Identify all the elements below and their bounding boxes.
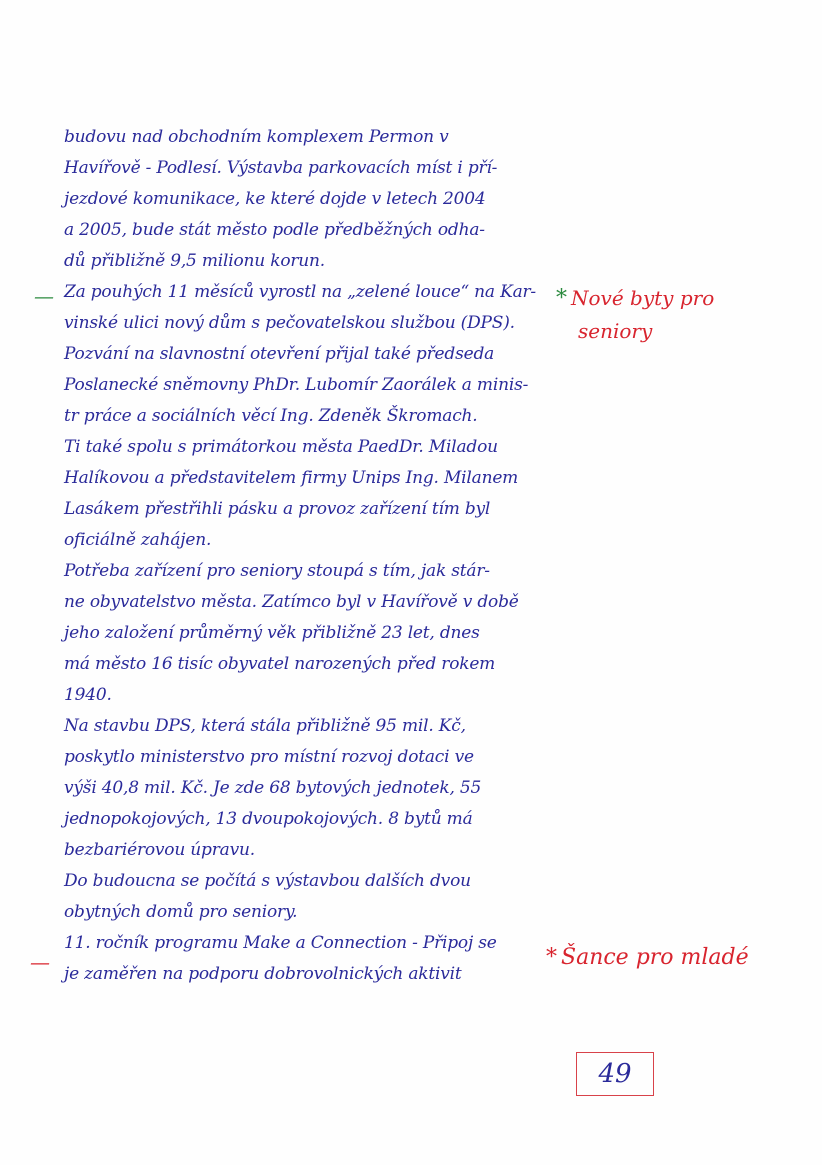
margin-dash-1: — (34, 284, 54, 308)
text-line: obytných domů pro seniory. (64, 902, 298, 922)
text-line: má město 16 tisíc obyvatel narozených před rokem (64, 654, 496, 674)
text-line: vinské ulici nový dům s pečovatelskou službou (DPS). (64, 313, 515, 333)
text-line: ne obyvatelstvo města. Zatímco byl v Havířově v době (64, 592, 519, 612)
page-number: 49 (598, 1059, 632, 1089)
margin-note-new-flats (556, 282, 714, 347)
text-line: oficiálně zahájen. (64, 530, 212, 550)
text-line: 1940. (64, 685, 112, 705)
text-line: tr práce a sociálních věcí Ing. Zdeněk Škromach. (64, 406, 478, 426)
text-line: Poslanecké sněmovny PhDr. Lubomír Zaorálek a minis- (64, 375, 529, 395)
text-line: budovu nad obchodním komplexem Permon v (64, 127, 449, 147)
text-line: Do budoucna se počítá s výstavbou dalších dvou (64, 871, 471, 891)
text-line: Halíkovou a představitelem firmy Unips Ing. Milanem (64, 468, 519, 488)
text-line: Havířově - Podlesí. Výstavba parkovacích míst i pří- (64, 158, 498, 178)
text-line: a 2005, bude stát město podle předběžných odha- (64, 220, 485, 240)
text-line: Lasákem přestřihli pásku a provoz zařízení tím byl (64, 499, 491, 519)
text-line: Na stavbu DPS, která stála přibližně 95 mil. Kč, (64, 716, 466, 736)
text-line: dů přibližně 9,5 milionu korun. (64, 251, 325, 271)
text-line: výši 40,8 mil. Kč. Je zde 68 bytových jednotek, 55 (64, 778, 482, 798)
asterisk-icon: * (546, 945, 557, 970)
text-line: poskytlo ministerstvo pro místní rozvoj dotaci ve (64, 747, 474, 767)
text-line: je zaměřen na podporu dobrovolnických aktivit (64, 964, 462, 984)
text-line: Za pouhých 11 měsíců vyrostl na „zelené louce“ na Kar- (64, 282, 536, 302)
margin-note-line: Nové byty pro (571, 286, 715, 310)
text-line: bezbariérovou úpravu. (64, 840, 255, 860)
margin-note-line: Šance pro mladé (561, 945, 749, 970)
text-line: jeho založení průměrný věk přibližně 23 let, dnes (64, 623, 480, 643)
margin-note-chance-for-young (546, 942, 749, 974)
text-line: 11. ročník programu Make a Connection - Připoj se (64, 933, 497, 953)
text-line: jezdové komunikace, ke které dojde v letech 2004 (64, 189, 486, 209)
text-line: jednopokojových, 13 dvoupokojových. 8 bytů má (64, 809, 473, 829)
asterisk-icon: * (556, 286, 567, 311)
margin-note-line: seniory (578, 319, 653, 343)
text-line: Ti také spolu s primátorkou města PaedDr. Miladou (64, 437, 498, 457)
page-number-box (576, 1052, 654, 1096)
margin-dash-2: — (30, 950, 50, 974)
handwritten-text-body (64, 122, 564, 990)
text-line: Potřeba zařízení pro seniory stoupá s tím, jak stár- (64, 561, 490, 581)
text-line: Pozvání na slavnostní otevření přijal také předseda (64, 344, 495, 364)
